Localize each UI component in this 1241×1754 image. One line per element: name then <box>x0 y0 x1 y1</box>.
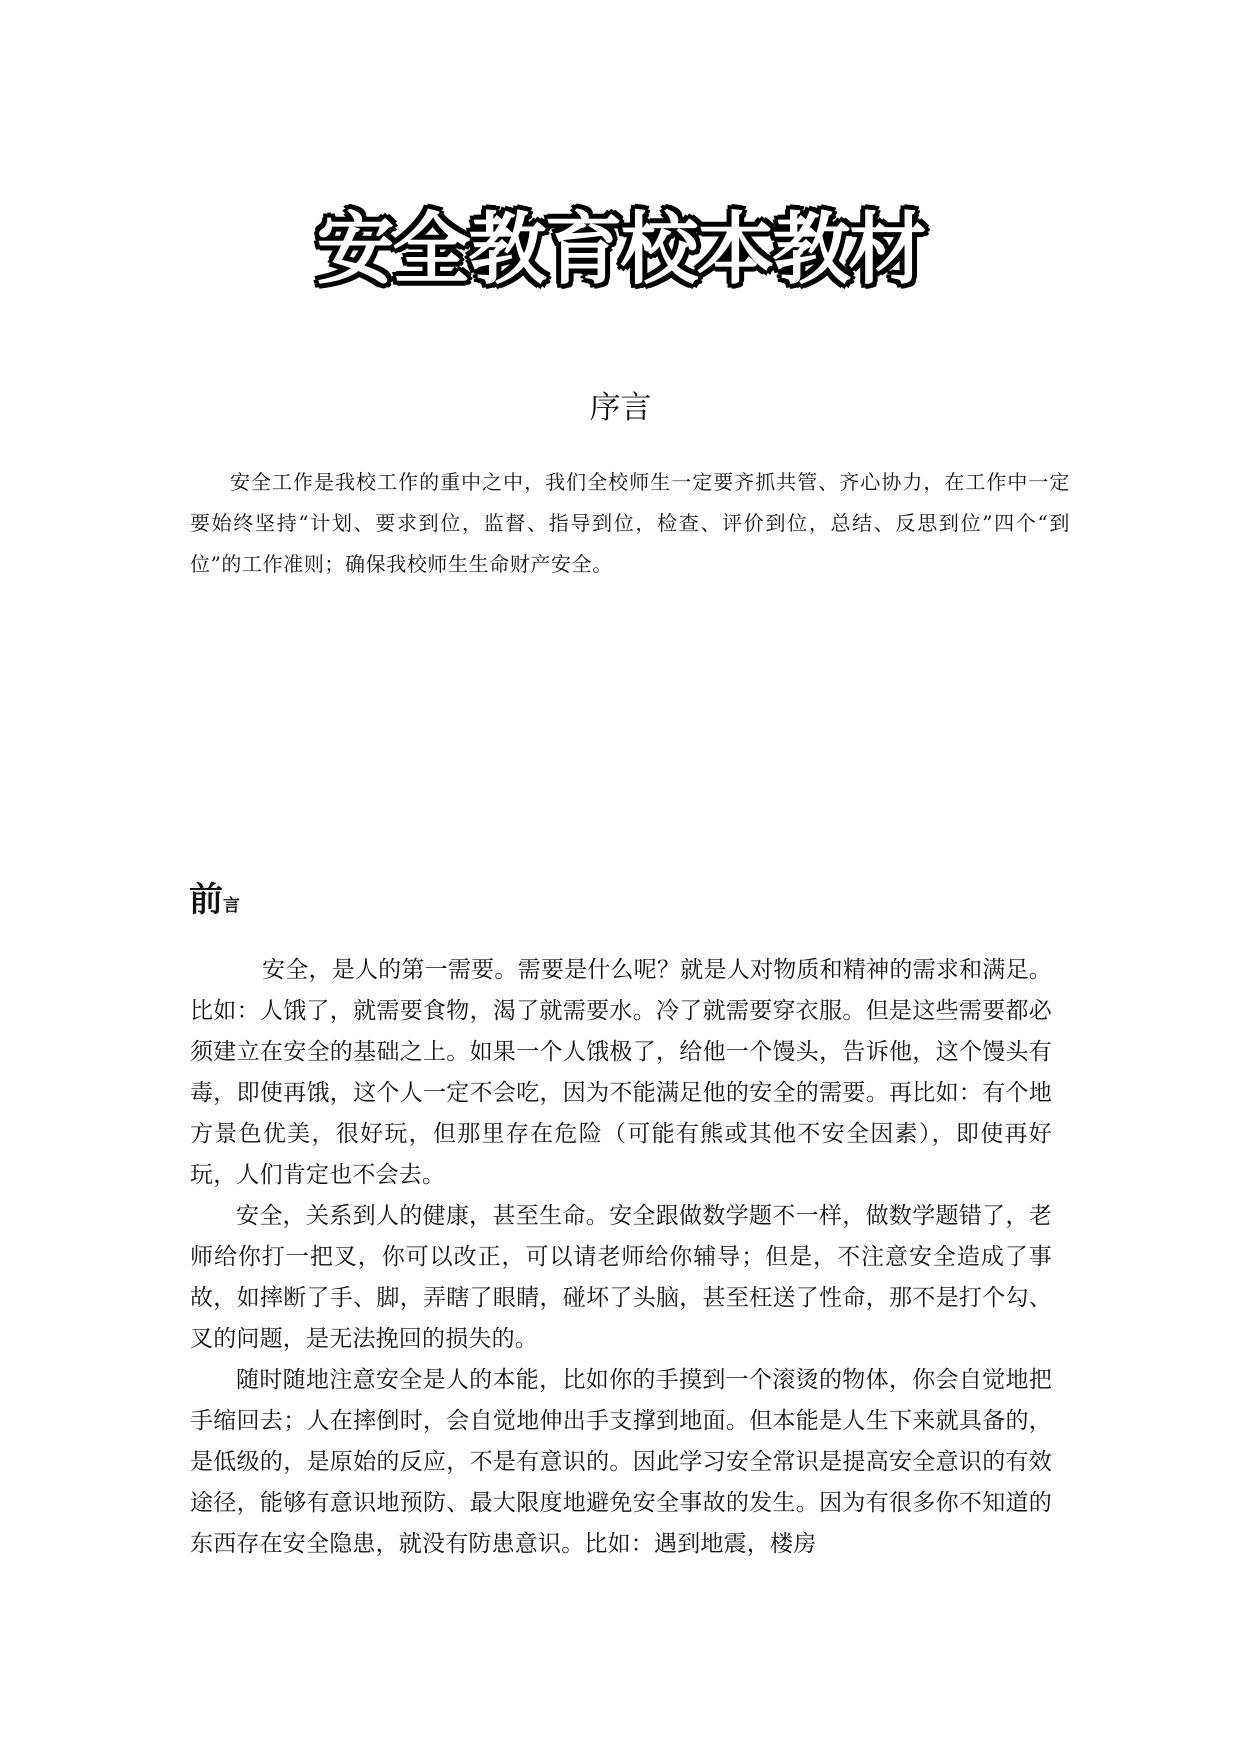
foreword-paragraph: 随时随地注意安全是人的本能，比如你的手摸到一个滚烫的物体，你会自觉地把手缩回去；人在摔倒时，会自觉地伸出手支撑到地面。但本能是人生下来就具备的，是低级的，是原始的反应，不是有意识的。因此学习安全常识是提高安全意识的有效途径，能够有意识地预防、最大限度地避免安全事故的发生。因为有很多你不知道的东西存在安全隐患，就没有防患意识。比如：遇到地震，楼房 <box>190 1367 1052 1557</box>
foreword-paragraph: 安全，是人的第一需要。需要是什么呢？就是人对物质和精神的需求和满足。比如：人饿了，就需要食物，渴了就需要水。冷了就需要穿衣服。但是这些需要都必须建立在安全的基础之上。如果一个人饿极了，给他一个馒头，告诉他，这个馒头有毒，即使再饿，这个人一定不会吃，因为不能满足他的安全的需要。再比如：有个地方景色优美，很好玩，但那里存在危险（可能有熊或其他不安全因素），即使再好玩，人们肯定也不会去。 <box>190 957 1052 1188</box>
foreword-paragraph: 安全，关系到人的健康，甚至生命。安全跟做数学题不一样，做数学题错了，老师给你打一把叉，你可以改正，可以请老师给你辅导；但是，不注意安全造成了事故，如摔断了手、脚，弄瞎了眼睛，碰坏了头脑，甚至枉送了性命，那不是打个勾、叉的问题，是无法挽回的损失的。 <box>190 1203 1052 1352</box>
preface-paragraph: 安全工作是我校工作的重中之中，我们全校师生一定要齐抓共管、齐心协力，在工作中一定要始终坚持“计划、要求到位，监督、指导到位，检查、评价到位，总结、反思到位”四个“到位”的工作准则；确保我校师生生命财产安全。 <box>190 470 1070 576</box>
foreword-heading <box>189 875 240 931</box>
foreword-heading-main-char: 前 <box>189 880 223 920</box>
foreword-heading-small-char: 言 <box>223 896 240 916</box>
document-title: 安全教育校本教材 <box>316 205 925 296</box>
preface-heading: 序言 <box>589 389 652 426</box>
foreword-body <box>190 950 1052 1565</box>
